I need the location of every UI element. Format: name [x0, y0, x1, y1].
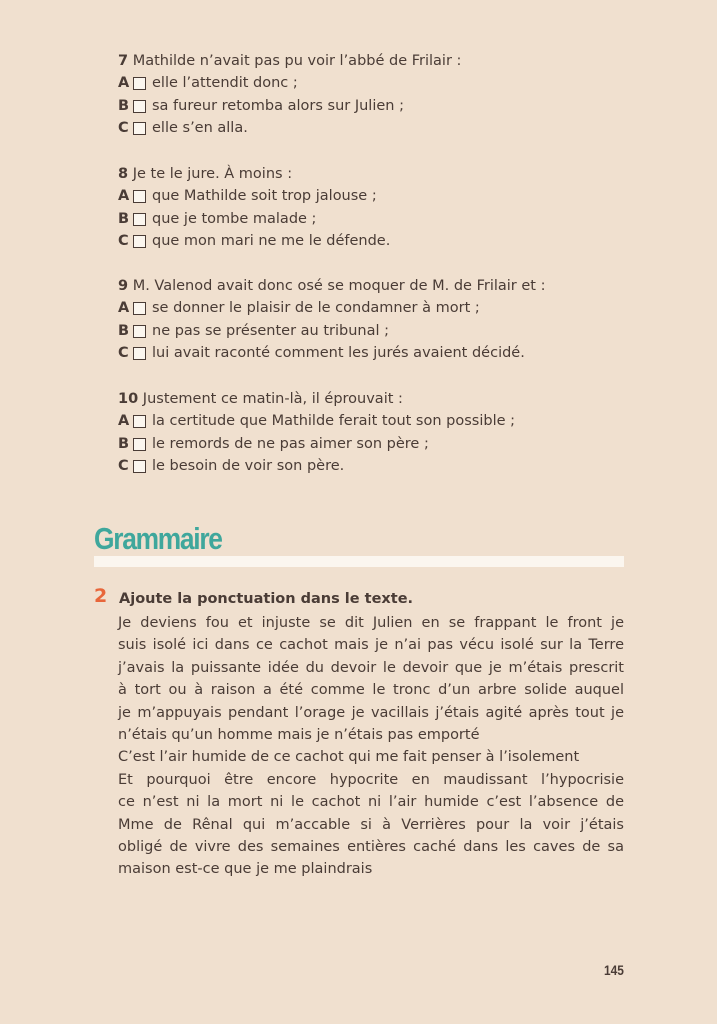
option-b: B le remords de ne pas aimer son père ; [118, 435, 429, 452]
exercise-passage [118, 612, 624, 881]
option-b: B que je tombe malade ; [118, 210, 317, 227]
checkbox-q10-c[interactable] [133, 460, 146, 473]
option-c: C le besoin de voir son père. [118, 458, 345, 475]
passage-line: maison est-ce que je me plaindrais [118, 861, 373, 878]
exercise-number: 2 [94, 585, 108, 607]
option-c: C lui avait raconté comment les jurés avaient décidé. [118, 345, 525, 362]
passage-line: suis isolé ici dans ce cachot mais je n’ai pas vécu isolé sur la Terre [118, 637, 624, 654]
checkbox-q9-a[interactable] [133, 302, 146, 315]
passage-line: Mme de Rênal qui m’accable si à Verrières pour la voir j’étais [118, 816, 624, 833]
checkbox-q10-a[interactable] [133, 415, 146, 428]
option-a: A elle l’attendit donc ; [118, 75, 298, 92]
checkbox-q9-b[interactable] [133, 325, 146, 338]
passage-line: Et pourquoi être encore hypocrite en maudissant l’hypocrisie [118, 771, 624, 788]
question-10 [118, 388, 638, 478]
option-a: A se donner le plaisir de le condamner à mort ; [118, 300, 480, 317]
passage-line: ce n’est ni la mort ni le cachot ni l’air humide c’est l’absence de [118, 794, 624, 811]
question-stem: 10 Justement ce matin-là, il éprouvait : [118, 391, 403, 407]
question-8 [118, 163, 638, 253]
checkbox-q7-c[interactable] [133, 122, 146, 135]
question-stem: 9 M. Valenod avait donc osé se moquer de M. de Frilair et : [118, 278, 546, 294]
exercise-instruction: Ajoute la ponctuation dans le texte. [119, 591, 414, 607]
passage-line: C’est l’air humide de ce cachot qui me fait penser à l’isolement [118, 749, 580, 766]
section-divider [94, 556, 624, 567]
checkbox-q8-a[interactable] [133, 190, 146, 203]
option-a: A la certitude que Mathilde ferait tout son possible ; [118, 413, 516, 430]
checkbox-q8-b[interactable] [133, 213, 146, 226]
question-number: 7 [118, 53, 129, 69]
question-stem: 7 Mathilde n’avait pas pu voir l’abbé de Frilair : [118, 53, 462, 69]
checkbox-q7-b[interactable] [133, 100, 146, 113]
question-number: 10 [118, 391, 139, 407]
checkbox-q7-a[interactable] [133, 77, 146, 90]
passage-line: j’avais la puissante idée du devoir le devoir que je m’étais prescrit [118, 659, 624, 676]
option-c: C que mon mari ne me le défende. [118, 233, 391, 250]
checkbox-q8-c[interactable] [133, 235, 146, 248]
passage-line: obligé de vivre des semaines entières caché dans les caves de sa [118, 839, 624, 856]
passage-line: je m’appuyais pendant l’orage je vacillais j’étais agité après tout je [118, 704, 624, 721]
passage-line: Je deviens fou et injuste se dit Julien en se frappant le front je [118, 615, 624, 631]
option-c: C elle s’en alla. [118, 120, 248, 137]
passage-line: à tort ou à raison a été comme le tronc d’un arbre solide auquel [118, 682, 624, 699]
option-b: B ne pas se présenter au tribunal ; [118, 322, 390, 339]
checkbox-q9-c[interactable] [133, 347, 146, 360]
checkbox-q10-b[interactable] [133, 438, 146, 451]
question-number: 9 [118, 278, 129, 294]
option-a: A que Mathilde soit trop jalouse ; [118, 188, 377, 205]
option-b: B sa fureur retomba alors sur Julien ; [118, 97, 404, 114]
page-number: 145 [604, 962, 624, 978]
section-title: Grammaire [94, 521, 222, 556]
question-number: 8 [118, 166, 129, 182]
passage-line: n’étais qu’un homme mais je n’étais pas emporté [118, 727, 480, 744]
question-7 [118, 50, 638, 140]
question-stem: 8 Je te le jure. À moins : [118, 166, 293, 182]
question-9 [118, 275, 638, 365]
